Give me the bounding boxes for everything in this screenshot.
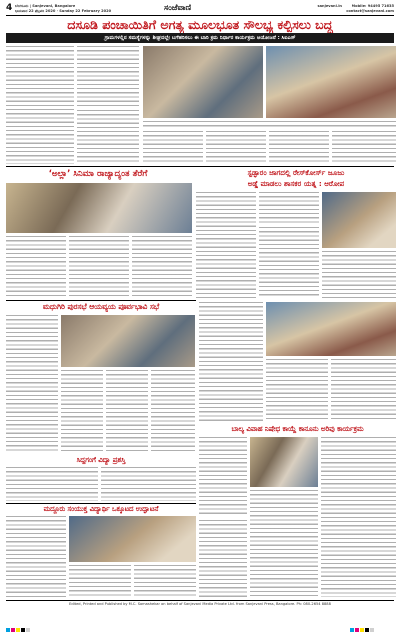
- film-headline: ‘ಅಲ್ಲಾ’ ಸಿನಿಮಾ ರಾಜ್ಯಾದ್ಯಂತ ತೆರೆಗೆ: [48, 169, 148, 179]
- center-body-col1: [199, 302, 263, 422]
- registration-marks-right: [350, 617, 394, 623]
- lead-body-col1: [6, 46, 74, 164]
- lead-photo-1: [143, 46, 263, 118]
- film-body-col1: [6, 236, 66, 298]
- film-body-col2: [69, 236, 129, 298]
- phone-label: Mobile: 94495 71635: [351, 3, 394, 8]
- railway-body-col4: [322, 251, 396, 298]
- lead-subhead: ಗ್ರಾಮಗಳಲ್ಲಿನ ಸಮಸ್ಯೆಗಳನ್ನು ಶೀಘ್ರದಲ್ಲೇ ಬಗೆಹರಿಸಲು ಈ ಬಾರಿ ಕ್ರಮ ನಿರ್ಧಾರ ಕಾರ್ಯಕ್ರಮ ಆಯೋಜನೆ : ಸಿಐಎಸ್: [104, 35, 296, 41]
- meeting-body-col1: [6, 315, 58, 453]
- footer-imprint: Edited, Printed and Published by M.C. Somashekar on behalf of Sanjevani Media Private Ltd. from Sanjevani Press, Bangalore. Ph: 080-2654 8888: [69, 602, 331, 606]
- meeting-body-col2: [61, 370, 103, 453]
- center-body-col2: [266, 359, 328, 422]
- meeting-body-col3: [106, 370, 148, 453]
- film-body-col3: [132, 236, 192, 298]
- newspaper-logo: ಸಂಜೆವಾಣಿ: [164, 3, 192, 12]
- child-marriage-photo: [250, 437, 318, 487]
- railway-headline-line2: ಅಡ್ಡೆ ಮಾಡಲು ಶಾಸಕರ ಯತ್ನ : ಆರೋಪ: [247, 179, 345, 188]
- section-rule-2: [6, 300, 196, 301]
- meeting-photo: [61, 315, 195, 367]
- railway-headline-line1: ಸ್ಟಡ್ಫಾರಂ ಜಾಗದಲ್ಲಿ ರೇಸ್‌ಕೋರ್ಸ್ ಜೂಜು: [247, 168, 345, 177]
- child-marriage-headline: ಬಾಲ್ಯ ವಿವಾಹ ನಿಷೇಧ ಕಾಯ್ದೆ ಕಾನೂನು ಅರಿವು ಕಾರ್ಯಕ್ರಮ: [231, 425, 364, 433]
- railway-photo: [322, 192, 396, 248]
- child-marriage-body-col1: [199, 437, 247, 517]
- railway-body-col1: [196, 192, 256, 298]
- railway-body-col2: [259, 192, 319, 224]
- email-label: contact@sanjevani.com: [346, 8, 394, 13]
- masthead: [6, 3, 394, 15]
- lead-body-col4: [143, 131, 203, 164]
- lead-headline: ದಸೂಡಿ ಪಂಚಾಯಿತಿಗೆ ಅಗತ್ಯ ಮೂಲಭೂತ ಸೌಲಭ್ಯ ಕಲ್ಪಿಸಲು ಬದ್ಧ: [67, 17, 333, 32]
- child-marriage-body-col3: [250, 490, 318, 597]
- page-number: 4: [6, 3, 13, 13]
- lead-photo-caption: [143, 121, 396, 129]
- footer-rule: [6, 600, 394, 601]
- website-label: sanjevani.in: [317, 3, 342, 8]
- lead-photo-2: [266, 46, 396, 118]
- small-story-body-col1: [6, 467, 98, 501]
- lead-body-col3: [77, 110, 139, 164]
- meeting-headline: ಮಧುಗಿರಿ ಪುರಸಭೆ ಆಯವ್ಯಯ ಪೂರ್ವಭಾವಿ ಸಭೆ: [42, 302, 160, 311]
- child-marriage-body-col2: [321, 437, 396, 597]
- lead-body-col6: [269, 131, 329, 164]
- section-rule-3: [6, 503, 196, 504]
- registration-marks-left: [6, 617, 46, 623]
- center-photo: [266, 302, 396, 356]
- lead-body-col5: [206, 131, 266, 164]
- lead-body-col2: [77, 46, 139, 106]
- bottom-body-col2: [69, 565, 131, 597]
- edition-label: ಬೆಂಗಳೂರು | Sanjevani, Bangalore: [15, 3, 76, 8]
- small-story-body-col2: [101, 467, 196, 501]
- bottom-photo: [69, 516, 196, 562]
- child-marriage-body-col4: [199, 520, 247, 597]
- railway-body-col3: [259, 227, 319, 298]
- center-body-col3: [331, 359, 396, 422]
- film-photo: [6, 183, 192, 233]
- lead-body-col7: [332, 131, 396, 164]
- bottom-body-col1: [6, 516, 66, 597]
- section-rule-1: [6, 166, 394, 167]
- small-story-headline: ಸಿದ್ದಗಂಗೆ ವಿದ್ಯಾ ಪ್ರಶಸ್ತಿ: [76, 456, 126, 464]
- bottom-body-col3: [134, 565, 196, 597]
- meeting-body-col4: [151, 370, 195, 453]
- bottom-headline: ಮದ್ದೂರು ಸಂಯುಕ್ತ ವಿದ್ಯಾರ್ಥಿ ಒಕ್ಕೂಟದ ಉದ್ಘಾಟನೆ: [43, 505, 159, 513]
- issue-date: ಭಾನುವಾರ 22 ಫೆಬ್ರವರಿ 2020 · Sunday 22 February 2020: [15, 8, 112, 13]
